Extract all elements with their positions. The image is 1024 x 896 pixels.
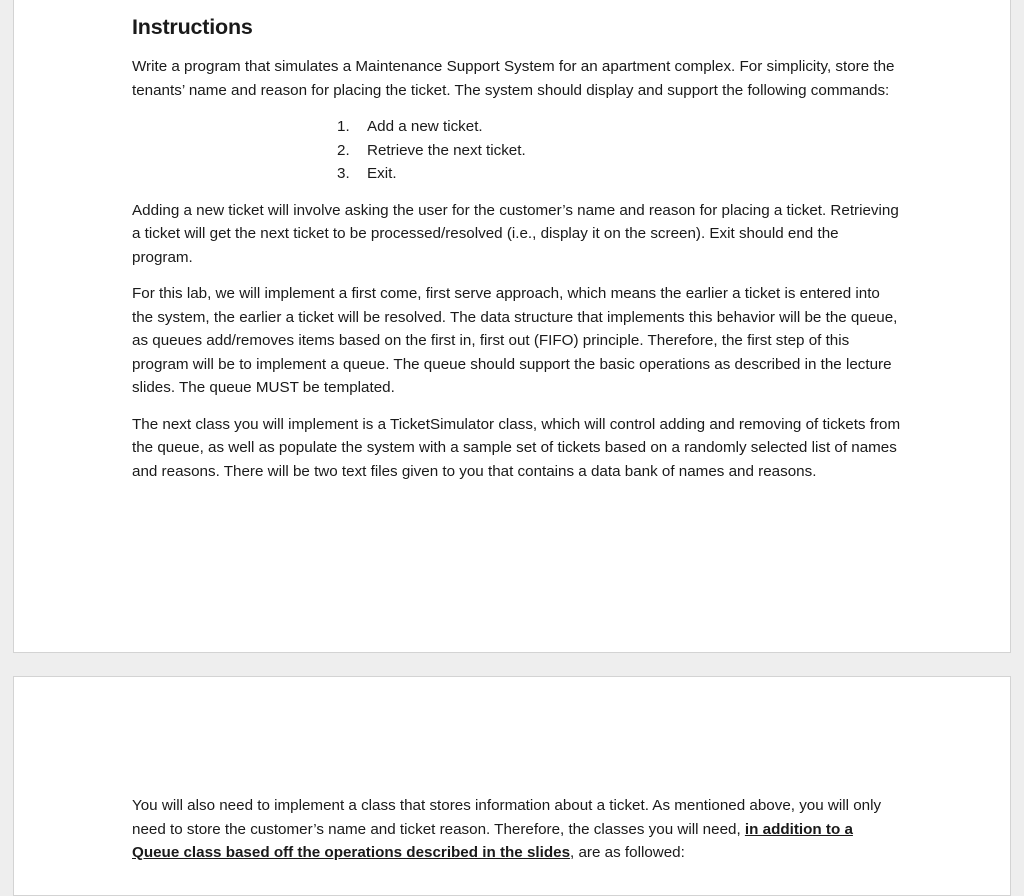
page-2-content [132, 794, 902, 865]
intro-paragraph: Write a program that simulates a Maintenance Support System for an apartment complex. For simplicity, store the tenants’ name and reason for placing the ticket. The system should display and support the following commands: [132, 58, 895, 99]
list-item-number: 3. [337, 165, 350, 182]
ticket-class-paragraph [132, 794, 902, 865]
lab-approach-paragraph: For this lab, we will implement a first come, first serve approach, which means the earlier a ticket is entered into the system, the earlier a ticket will be resolved. The data structure that implements this behavior will be the queue, as queues add/removes items based on the first in, first out (FIFO) principle. Therefore, the first step of this program will be to implement a queue. The queue should support the basic operations as described in the lecture slides. The queue MUST be templated. [132, 285, 898, 396]
document-page-2 [13, 676, 1011, 896]
adding-ticket-paragraph: Adding a new ticket will involve asking the user for the customer’s name and reason for placing a ticket. Retrieving a ticket will get the next ticket to be processed/resolved (i.e., display it on the screen). Exit should end the program. [132, 201, 899, 266]
list-item [337, 162, 902, 186]
list-item-text: Exit. [367, 165, 397, 182]
list-item-text: Add a new ticket. [367, 118, 483, 135]
list-item-text: Retrieve the next ticket. [367, 141, 526, 159]
ticket-class-paragraph-end: , are as followed: [570, 844, 685, 861]
ticket-class-paragraph-start: You will also need to implement a class that stores information about a ticket. As mentioned above, you will only need to store the customer’s name and ticket reason. Therefore, the classes you will need, [132, 797, 882, 838]
list-item [337, 115, 902, 139]
document-page-1 [13, 0, 1011, 653]
list-item-number: 2. [337, 141, 350, 159]
list-item-number: 1. [337, 118, 350, 135]
queue-class-emphasis: in addition to a Queue class based off the operations described in the slides [132, 820, 853, 861]
ticket-simulator-paragraph: The next class you will implement is a TicketSimulator class, which will control adding and removing of tickets from the queue, as well as populate the system with a sample set of tickets based on a randomly selected list of names and reasons. There will be two text files given to you that contains a data bank of names and reasons. [132, 415, 901, 480]
page-1-content [132, 0, 902, 483]
commands-list [132, 115, 902, 186]
list-item [337, 139, 902, 163]
instructions-heading: Instructions [132, 15, 253, 39]
